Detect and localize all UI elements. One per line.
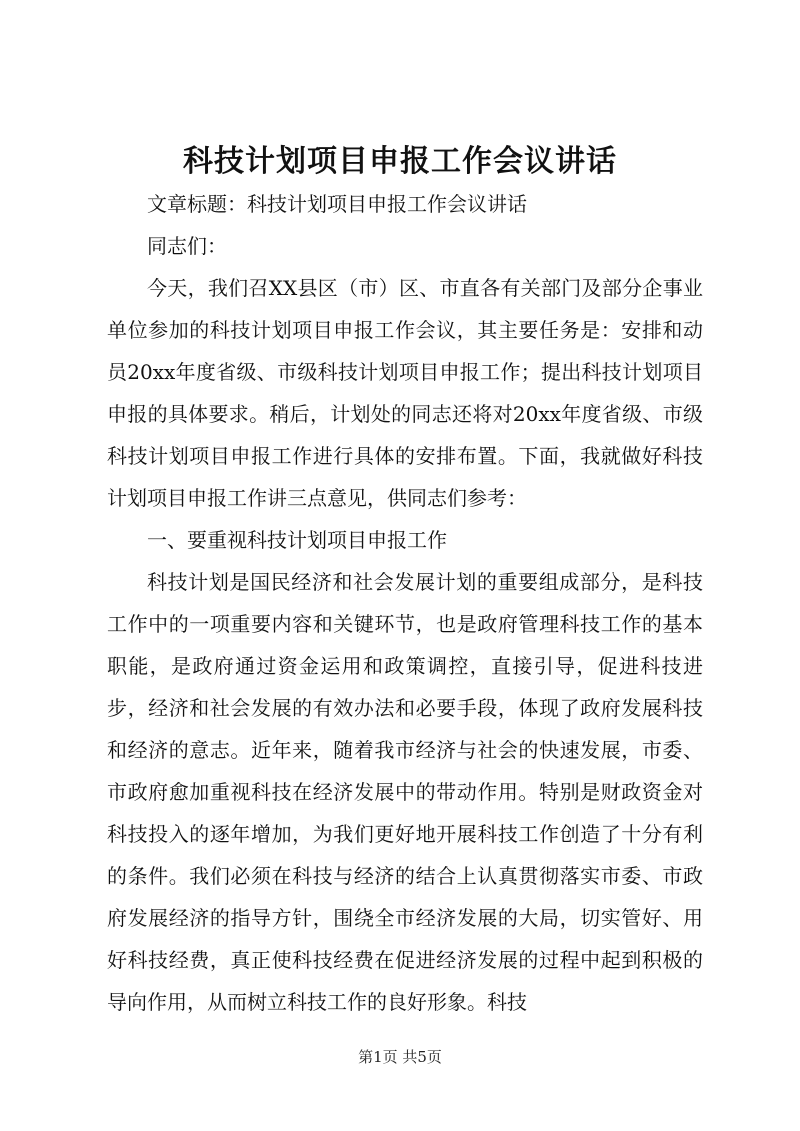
article-title-line: 文章标题：科技计划项目申报工作会议讲话 <box>147 192 527 216</box>
page-number-footer: 第1页 共5页 <box>358 1048 442 1066</box>
document-body <box>107 183 703 1023</box>
salutation: 同志们： <box>147 234 227 258</box>
intro-paragraph: 今天，我们召XX县区（市）区、市直各有关部门及部分企事业单位参加的科技计划项目申报工作会议，其主要任务是：安排和动员20xx年度省级、市级科技计划项目申报工作；提出科技计划项目申报的具体要求。稍后，计划处的同志还将对20xx年度省级、市级科技计划项目申报工作进行具体的安排布置。下面，我就做好科技计划项目申报工作讲三点意见，供同志们参考： <box>107 276 703 510</box>
document-title: 科技计划项目申报工作会议讲话 <box>183 144 617 179</box>
section-heading: 一、要重视科技计划项目申报工作 <box>147 528 447 552</box>
body-paragraph: 科技计划是国民经济和社会发展计划的重要组成部分，是科技工作中的一项重要内容和关键环节，也是政府管理科技工作的基本职能，是政府通过资金运用和政策调控，直接引导，促进科技进步，经济和社会发展的有效办法和必要手段，体现了政府发展科技和经济的意志。近年来，随着我市经济与社会的快速发展，市委、市政府愈加重视科技在经济发展中的带动作用。特别是财政资金对科技投入的逐年增加，为我们更好地开展科技工作创造了十分有利的条件。我们必须在科技与经济的结合上认真贯彻落实市委、市政府发展经济的指导方针，围绕全市经济发展的大局，切实管好、用好科技经费，真正使科技经费在促进经济发展的过程中起到积极的导向作用，从而树立科技工作的良好形象。科技 <box>107 570 703 1014</box>
